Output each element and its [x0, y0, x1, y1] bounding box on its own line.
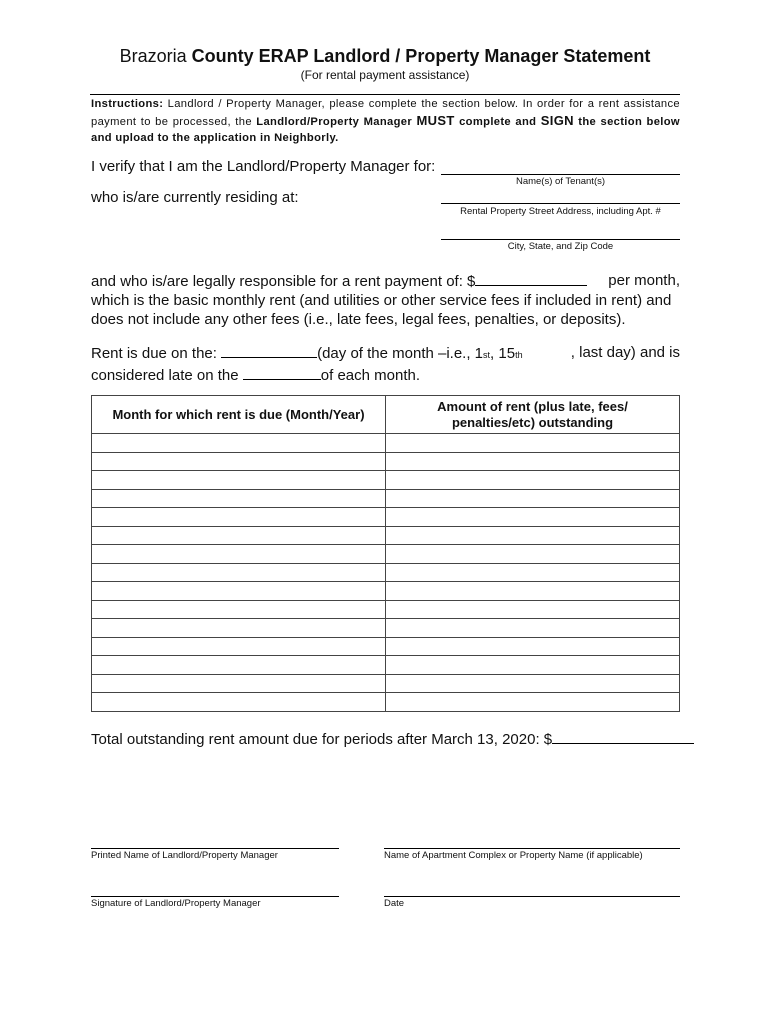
rent-line-3: does not include any other fees (i.e., late fees, legal fees, penalties, or deposits).: [91, 311, 626, 328]
instructions-bold-role: Landlord/Property Manager: [256, 115, 413, 128]
tenant-name-field[interactable]: [441, 174, 680, 175]
rent-payment-paragraph: [91, 271, 680, 329]
month-cell[interactable]: [92, 434, 386, 453]
table-row: [92, 452, 680, 471]
street-address-caption: Rental Property Street Address, including Apt. #: [460, 206, 661, 217]
table-row: [92, 637, 680, 656]
each-month-label: of each month.: [320, 367, 421, 384]
printed-name-caption: Printed Name of Landlord/Property Manager: [91, 850, 278, 861]
ordinal-th: th: [515, 350, 523, 360]
table-header-row: [92, 396, 680, 434]
rent-payment-label: and who is/are legally responsible for a rent payment of: $: [91, 273, 476, 290]
street-address-field[interactable]: [441, 203, 680, 204]
table-row: [92, 656, 680, 675]
due-day-field[interactable]: [221, 343, 317, 358]
amount-cell[interactable]: [386, 452, 680, 471]
title-bold: County ERAP Landlord / Property Manager Statement: [191, 46, 651, 66]
complex-name-caption: Name of Apartment Complex or Property Name (if applicable): [384, 850, 643, 861]
city-state-zip-caption: City, State, and Zip Code: [507, 241, 614, 252]
printed-name-field[interactable]: [91, 848, 339, 849]
amount-cell[interactable]: [386, 674, 680, 693]
due-day-hint-15: , 15: [490, 345, 516, 362]
table-row: [92, 674, 680, 693]
rent-line-2: which is the basic monthly rent (and utilities or other service fees if included in rent) and: [91, 292, 672, 309]
instructions-sign: SIGN: [540, 112, 574, 128]
table-row: [92, 582, 680, 601]
month-cell[interactable]: [92, 582, 386, 601]
amount-cell[interactable]: [386, 582, 680, 601]
ordinal-st: st: [483, 350, 491, 360]
table-row: [92, 693, 680, 712]
table-row: [92, 434, 680, 453]
month-cell[interactable]: [92, 563, 386, 582]
instructions-text: Landlord / Property Manager, please complete the section below. In order for a rent assistance payment to be processed, the: [91, 98, 680, 128]
title-prefix: Brazoria: [119, 46, 187, 66]
total-outstanding: [91, 729, 694, 748]
due-date-paragraph: [91, 343, 680, 385]
month-cell[interactable]: [92, 526, 386, 545]
amount-cell[interactable]: [386, 471, 680, 490]
instructions-bold-upload: the section below and upload to the application in Neighborly.: [91, 115, 680, 144]
month-cell[interactable]: [92, 508, 386, 527]
month-cell[interactable]: [92, 545, 386, 564]
due-line-1: [91, 343, 680, 365]
late-day-field[interactable]: [243, 365, 321, 380]
city-state-zip-field[interactable]: [441, 239, 680, 240]
amount-cell[interactable]: [386, 489, 680, 508]
amount-cell[interactable]: [386, 526, 680, 545]
instructions-block: [91, 96, 680, 147]
instructions-label: Instructions:: [91, 98, 164, 110]
table-row: [92, 508, 680, 527]
due-day-hint-end: , last day) and is: [570, 344, 680, 361]
month-cell[interactable]: [92, 693, 386, 712]
month-cell[interactable]: [92, 489, 386, 508]
complex-name-field[interactable]: [384, 848, 680, 849]
amount-cell[interactable]: [386, 693, 680, 712]
month-cell[interactable]: [92, 637, 386, 656]
month-cell[interactable]: [92, 619, 386, 638]
signature-field[interactable]: [91, 896, 339, 897]
amount-cell[interactable]: [386, 563, 680, 582]
signature-caption: Signature of Landlord/Property Manager: [91, 898, 261, 909]
month-column-header: Month for which rent is due (Month/Year): [92, 396, 386, 434]
tenant-name-caption: Name(s) of Tenant(s): [515, 176, 606, 187]
month-cell[interactable]: [92, 452, 386, 471]
table-row: [92, 526, 680, 545]
amount-cell[interactable]: [386, 434, 680, 453]
table-row: [92, 471, 680, 490]
month-cell[interactable]: [92, 674, 386, 693]
form-title: [0, 46, 770, 67]
amount-cell[interactable]: [386, 619, 680, 638]
total-amount-field[interactable]: [552, 729, 694, 744]
table-row: [92, 563, 680, 582]
due-day-hint: (day of the month –i.e., 1: [317, 345, 484, 362]
title-divider: [90, 94, 680, 95]
amount-cell[interactable]: [386, 545, 680, 564]
table-row: [92, 619, 680, 638]
rent-line-1-start: [91, 271, 587, 291]
due-line-2: [91, 365, 680, 385]
late-on-label: considered late on the: [91, 367, 243, 384]
month-cell[interactable]: [92, 471, 386, 490]
form-subtitle: (For rental payment assistance): [300, 68, 470, 82]
instructions-bold-complete: complete and: [459, 115, 537, 128]
amount-cell[interactable]: [386, 508, 680, 527]
amount-cell[interactable]: [386, 600, 680, 619]
rent-line-1: [91, 271, 680, 291]
date-caption: Date: [384, 898, 405, 909]
date-field[interactable]: [384, 896, 680, 897]
amount-cell[interactable]: [386, 656, 680, 675]
residing-label: who is/are currently residing at:: [91, 189, 299, 206]
due-line-1-start: [91, 343, 523, 365]
amount-column-header: Amount of rent (plus late, fees/ penalties/etc) outstanding: [386, 396, 680, 434]
due-on-label: Rent is due on the:: [91, 345, 222, 362]
table-row: [92, 489, 680, 508]
amount-cell[interactable]: [386, 637, 680, 656]
outstanding-rent-table: [91, 395, 680, 712]
verify-label: I verify that I am the Landlord/Property Manager for:: [91, 158, 436, 175]
table-row: [92, 545, 680, 564]
rent-amount-field[interactable]: [475, 271, 587, 286]
instructions-must: MUST: [416, 112, 455, 128]
month-cell[interactable]: [92, 656, 386, 675]
per-month-label: per month,: [608, 272, 680, 289]
table-row: [92, 600, 680, 619]
total-outstanding-label: Total outstanding rent amount due for periods after March 13, 2020: $: [91, 731, 553, 748]
table-body: [92, 434, 680, 712]
month-cell[interactable]: [92, 600, 386, 619]
